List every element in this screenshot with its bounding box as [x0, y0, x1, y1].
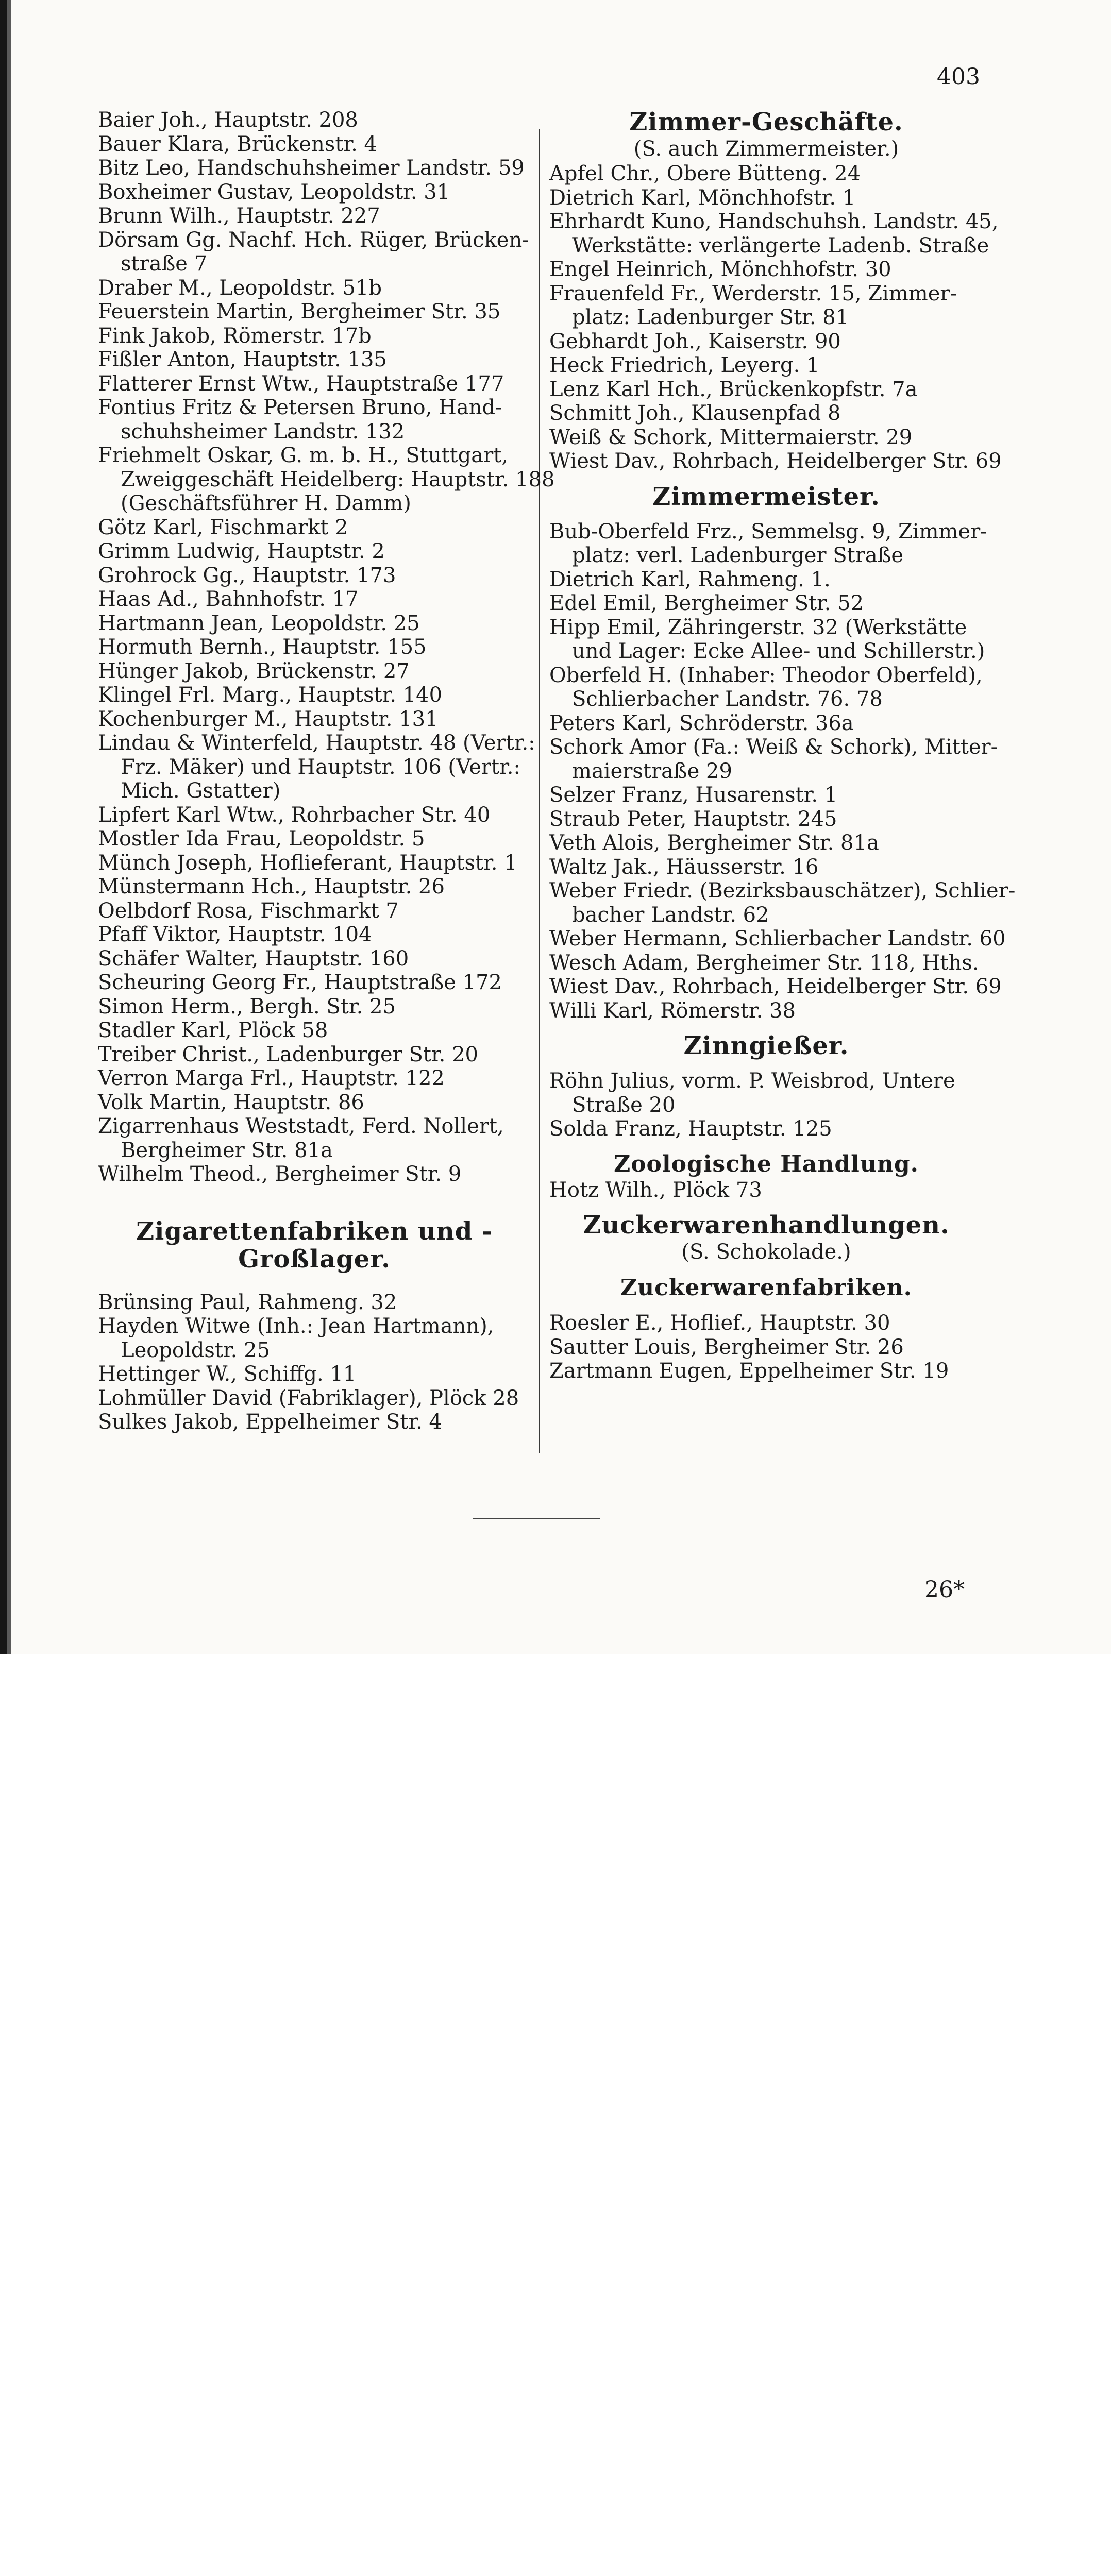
entry-continuation-line: straße 7 [121, 252, 208, 276]
directory-entry [98, 612, 531, 636]
directory-entry [98, 875, 531, 899]
entry-line: Grimm Ludwig, Hauptstr. 2 [98, 539, 385, 563]
zinngiesser-list [549, 1069, 983, 1141]
zoologische-handlung-list [549, 1178, 983, 1202]
entry-line: Solda Franz, Hauptstr. 125 [549, 1117, 832, 1141]
entry-line: Ehrhardt Kuno, Handschuhsh. Landstr. 45, [549, 210, 999, 233]
directory-entry [98, 683, 531, 707]
entry-continuation-line: Frz. Mäker) und Hauptstr. 106 (Vertr.: [121, 755, 520, 779]
directory-entry [549, 401, 983, 426]
directory-entry [98, 1362, 531, 1386]
directory-entry [549, 258, 983, 282]
entry-line: Hipp Emil, Zähringerstr. 32 (Werkstätte [549, 615, 967, 639]
directory-entry [98, 947, 531, 971]
entry-line: Straub Peter, Hauptstr. 245 [549, 807, 837, 831]
section-heading-zinngiesser: Zinngießer. [683, 1031, 849, 1060]
section-heading-zuckerwarenhandlungen: Zuckerwarenhandlungen. [583, 1211, 950, 1240]
entry-line: Dietrich Karl, Rahmeng. 1. [549, 567, 831, 591]
directory-entry [98, 1114, 531, 1162]
zimmermeister-list [549, 519, 1016, 1023]
directory-entry [98, 108, 531, 132]
entry-continuation-line: platz: verl. Ladenburger Straße [572, 544, 904, 567]
directory-entry [549, 426, 983, 450]
entry-line: Lipfert Karl Wtw., Rohrbacher Str. 40 [98, 803, 491, 827]
directory-entry [549, 162, 983, 186]
directory-entry [98, 803, 531, 827]
entry-line: Fißler Anton, Hauptstr. 135 [98, 348, 387, 371]
directory-entry [549, 353, 983, 378]
entry-line: Boxheimer Gustav, Leopoldstr. 31 [98, 180, 450, 204]
directory-entry [98, 1291, 531, 1315]
directory-entry [98, 1066, 531, 1091]
directory-entry [98, 132, 531, 157]
entry-line: Sulkes Jakob, Eppelheimer Str. 4 [98, 1410, 442, 1434]
directory-entry [98, 995, 531, 1019]
entry-line: Fontius Fritz & Petersen Bruno, Hand- [98, 396, 502, 419]
directory-entry [98, 1162, 531, 1187]
entry-line: Fink Jakob, Römerstr. 17b [98, 324, 372, 348]
entry-continuation-line: Mich. Gstatter) [121, 779, 281, 803]
directory-entry [549, 831, 983, 855]
entry-line: Apfel Chr., Obere Bütteng. 24 [549, 162, 861, 185]
directory-entry [98, 372, 531, 396]
directory-entry [98, 971, 531, 995]
entry-line: Bitz Leo, Handschuhsheimer Landstr. 59 [98, 156, 525, 180]
section-heading-zigarettenfabriken: Zigarettenfabriken und -Großlager. [136, 1216, 493, 1274]
entry-line: Brunn Wilh., Hauptstr. 227 [98, 204, 380, 228]
directory-entry [98, 923, 531, 947]
separator-rule [473, 1518, 600, 1519]
entry-line: Selzer Franz, Husarenstr. 1 [549, 783, 838, 807]
directory-entry [549, 1335, 983, 1360]
directory-entry [98, 324, 531, 348]
entry-line: Wesch Adam, Bergheimer Str. 118, Hths. [549, 951, 979, 975]
directory-entry [549, 664, 983, 711]
directory-entry [549, 1069, 983, 1117]
directory-entry [549, 807, 983, 832]
directory-entry [98, 1410, 531, 1434]
directory-entry [549, 282, 983, 330]
entry-line: Wiest Dav., Rohrbach, Heidelberger Str. 69 [549, 449, 1002, 473]
entry-line: Röhn Julius, vorm. P. Weisbrod, Untere [549, 1069, 955, 1093]
entry-line: Scheuring Georg Fr., Hauptstraße 172 [98, 971, 502, 994]
entry-line: Sautter Louis, Bergheimer Str. 26 [549, 1335, 904, 1359]
entry-line: Schork Amor (Fa.: Weiß & Schork), Mitter- [549, 735, 998, 759]
entry-line: Münstermann Hch., Hauptstr. 26 [98, 875, 445, 899]
entry-line: Brünsing Paul, Rahmeng. 32 [98, 1290, 397, 1314]
entry-line: Wilhelm Theod., Bergheimer Str. 9 [98, 1162, 462, 1186]
entry-line: Oelbdorf Rosa, Fischmarkt 7 [98, 899, 399, 923]
directory-entry [549, 616, 983, 664]
entry-continuation-line: Straße 20 [572, 1093, 676, 1117]
directory-entry [549, 591, 983, 616]
entry-line: Schäfer Walter, Hauptstr. 160 [98, 946, 409, 971]
directory-entry [98, 300, 531, 324]
section-note-zimmer-geschaefte: (S. auch Zimmermeister.) [633, 137, 899, 161]
directory-entry [549, 735, 998, 783]
directory-entry [549, 855, 983, 879]
directory-entry [549, 1359, 983, 1383]
viewer-footer [0, 1654, 1111, 1731]
directory-entry [98, 851, 531, 875]
entry-line: Hartmann Jean, Leopoldstr. 25 [98, 611, 420, 635]
entry-line: Hayden Witwe (Inh.: Jean Hartmann), [98, 1314, 494, 1338]
entry-line: Dietrich Karl, Mönchhofstr. 1 [549, 185, 856, 210]
directory-entry [549, 879, 1016, 927]
directory-entry [98, 204, 531, 228]
entry-continuation-line: (Geschäftsführer H. Damm) [121, 492, 411, 515]
entry-line: Zigarrenhaus Weststadt, Ferd. Nollert, [98, 1114, 504, 1138]
entry-continuation-line: bacher Landstr. 62 [572, 903, 769, 927]
entry-line: Verron Marga Frl., Hauptstr. 122 [98, 1066, 445, 1090]
entry-line: Haas Ad., Bahnhofstr. 17 [98, 587, 359, 611]
entry-line: Willi Karl, Römerstr. 38 [549, 998, 796, 1023]
entry-line: Treiber Christ., Ladenburger Str. 20 [98, 1042, 478, 1066]
directory-entry [549, 783, 983, 807]
zimmer-geschaefte-list [549, 162, 1002, 473]
entry-line: Zartmann Eugen, Eppelheimer Str. 19 [549, 1359, 949, 1383]
entry-line: Waltz Jak., Häusserstr. 16 [549, 855, 819, 879]
entry-line: Lindau & Winterfeld, Hauptstr. 48 (Vertr.: [98, 731, 535, 755]
entry-line: Bub-Oberfeld Frz., Semmelsg. 9, Zimmer- [549, 519, 987, 544]
directory-entry [549, 330, 983, 354]
directory-entry [549, 1117, 983, 1141]
entry-line: Lenz Karl Hch., Brückenkopfstr. 7a [549, 377, 918, 401]
directory-entry [98, 348, 531, 372]
entry-line: Bauer Klara, Brückenstr. 4 [98, 132, 377, 156]
directory-entry [98, 1314, 531, 1362]
section-note-zuckerwarenhandlungen: (S. Schokolade.) [681, 1240, 851, 1264]
entry-continuation-line: maierstraße 29 [572, 759, 732, 783]
binding-shadow [7, 0, 11, 1654]
directory-entry [98, 180, 531, 205]
directory-entry [98, 276, 531, 300]
entry-line: Lohmüller David (Fabriklager), Plöck 28 [98, 1386, 519, 1410]
directory-entry [98, 539, 531, 564]
directory-entry [98, 659, 531, 684]
directory-entry [549, 1178, 983, 1202]
entry-line: Pfaff Viktor, Hauptstr. 104 [98, 923, 372, 946]
binding-edge [0, 0, 7, 1654]
entry-line: Weber Hermann, Schlierbacher Landstr. 60 [549, 927, 1006, 951]
entry-continuation-line: Schlierbacher Landstr. 76. 78 [572, 687, 883, 711]
directory-entry [549, 210, 999, 258]
directory-entry [549, 1311, 983, 1335]
directory-entry [549, 378, 983, 402]
directory-entry [98, 899, 531, 923]
entry-line: Hormuth Bernh., Hauptstr. 155 [98, 635, 427, 659]
entry-line: Heck Friedrich, Leyerg. 1 [549, 353, 820, 377]
directory-entry [549, 975, 1002, 999]
directory-entry [549, 519, 987, 568]
entry-line: Simon Herm., Bergh. Str. 25 [98, 994, 396, 1019]
section-heading-zoologische-handlung: Zoologische Handlung. [614, 1150, 919, 1177]
directory-entry [549, 711, 983, 736]
directory-entry [98, 1091, 531, 1115]
entry-line: Grohrock Gg., Hauptstr. 173 [98, 563, 396, 587]
entry-line: Weber Friedr. (Bezirksbauschätzer), Schlier- [549, 879, 1016, 903]
directory-entry [98, 444, 555, 516]
entry-line: Friehmelt Oskar, G. m. b. H., Stuttgart, [98, 444, 508, 467]
directory-entry [549, 999, 983, 1023]
entry-line: Engel Heinrich, Mönchhofstr. 30 [549, 258, 891, 281]
entry-continuation-line: Bergheimer Str. 81a [121, 1138, 333, 1162]
directory-entry [98, 396, 531, 444]
entry-line: Hettinger W., Schiffg. 11 [98, 1362, 357, 1386]
directory-entry [549, 186, 983, 210]
entry-line: Weiß & Schork, Mittermaierstr. 29 [549, 425, 913, 449]
entry-line: Volk Martin, Hauptstr. 86 [98, 1090, 364, 1114]
section-heading-zimmer-geschaefte: Zimmer-Geschäfte. [629, 108, 903, 137]
entry-line: Peters Karl, Schröderstr. 36a [549, 711, 854, 735]
entry-line: Dörsam Gg. Nachf. Hch. Rüger, Brücken- [98, 228, 529, 252]
directory-entry [98, 827, 531, 851]
entry-line: Wiest Dav., Rohrbach, Heidelberger Str. 69 [549, 975, 1002, 998]
directory-entry [98, 587, 531, 612]
directory-entry [98, 156, 531, 180]
directory-entry [98, 564, 531, 588]
entry-line: Hotz Wilh., Plöck 73 [549, 1178, 762, 1202]
directory-entry [549, 951, 983, 975]
signature-mark: 26* [924, 1577, 965, 1603]
directory-entry [98, 1019, 531, 1043]
directory-entry [549, 927, 1006, 951]
entry-line: Edel Emil, Bergheimer Str. 52 [549, 591, 864, 615]
entry-continuation-line: und Lager: Ecke Allee- und Schillerstr.) [572, 639, 985, 663]
left-entry-list [98, 108, 555, 1187]
directory-entry [98, 1386, 531, 1411]
directory-entry [98, 1043, 531, 1067]
entry-line: Schmitt Joh., Klausenpfad 8 [549, 401, 841, 425]
entry-continuation-line: Werkstätte: verlängerte Ladenb. Straße [572, 233, 989, 258]
zigarettenfabriken-list [98, 1291, 531, 1434]
entry-line: Frauenfeld Fr., Werderstr. 15, Zimmer- [549, 281, 957, 306]
entry-continuation-line: Zweiggeschäft Heidelberg: Hauptstr. 188 [121, 467, 555, 492]
entry-continuation-line: platz: Ladenburger Str. 81 [572, 306, 849, 329]
page-number: 403 [937, 64, 980, 90]
column-divider [539, 129, 540, 1453]
directory-entry [98, 635, 531, 659]
entry-line: Flatterer Ernst Wtw., Hauptstraße 177 [98, 371, 504, 396]
section-heading-zimmermeister: Zimmermeister. [652, 482, 880, 511]
entry-line: Oberfeld H. (Inhaber: Theodor Oberfeld), [549, 663, 983, 687]
entry-line: Götz Karl, Fischmarkt 2 [98, 515, 348, 539]
entry-continuation-line: Leopoldstr. 25 [121, 1338, 271, 1362]
entry-line: Roesler E., Hoflief., Hauptstr. 30 [549, 1311, 890, 1335]
directory-entry [98, 228, 531, 276]
left-column [98, 108, 555, 1434]
entry-line: Münch Joseph, Hoflieferant, Hauptstr. 1 [98, 851, 517, 875]
directory-entry [549, 568, 983, 592]
entry-line: Mostler Ida Frau, Leopoldstr. 5 [98, 827, 425, 851]
zuckerwarenfabriken-list [549, 1311, 983, 1383]
entry-continuation-line: schuhsheimer Landstr. 132 [121, 419, 405, 444]
entry-line: Kochenburger M., Hauptstr. 131 [98, 707, 439, 731]
section-heading-zuckerwarenfabriken: Zuckerwarenfabriken. [620, 1275, 912, 1301]
entry-line: Gebhardt Joh., Kaiserstr. 90 [549, 329, 841, 353]
directory-entry [98, 731, 535, 803]
directory-entry [549, 449, 1002, 473]
directory-entry [98, 707, 531, 732]
right-column [549, 108, 1016, 1383]
entry-line: Klingel Frl. Marg., Hauptstr. 140 [98, 683, 443, 707]
directory-entry [98, 516, 531, 540]
entry-line: Hünger Jakob, Brückenstr. 27 [98, 659, 410, 683]
entry-line: Veth Alois, Bergheimer Str. 81a [549, 831, 879, 855]
entry-line: Stadler Karl, Plöck 58 [98, 1019, 328, 1042]
entry-line: Baier Joh., Hauptstr. 208 [98, 108, 358, 132]
entry-line: Feuerstein Martin, Bergheimer Str. 35 [98, 300, 501, 324]
entry-line: Draber M., Leopoldstr. 51b [98, 276, 382, 300]
